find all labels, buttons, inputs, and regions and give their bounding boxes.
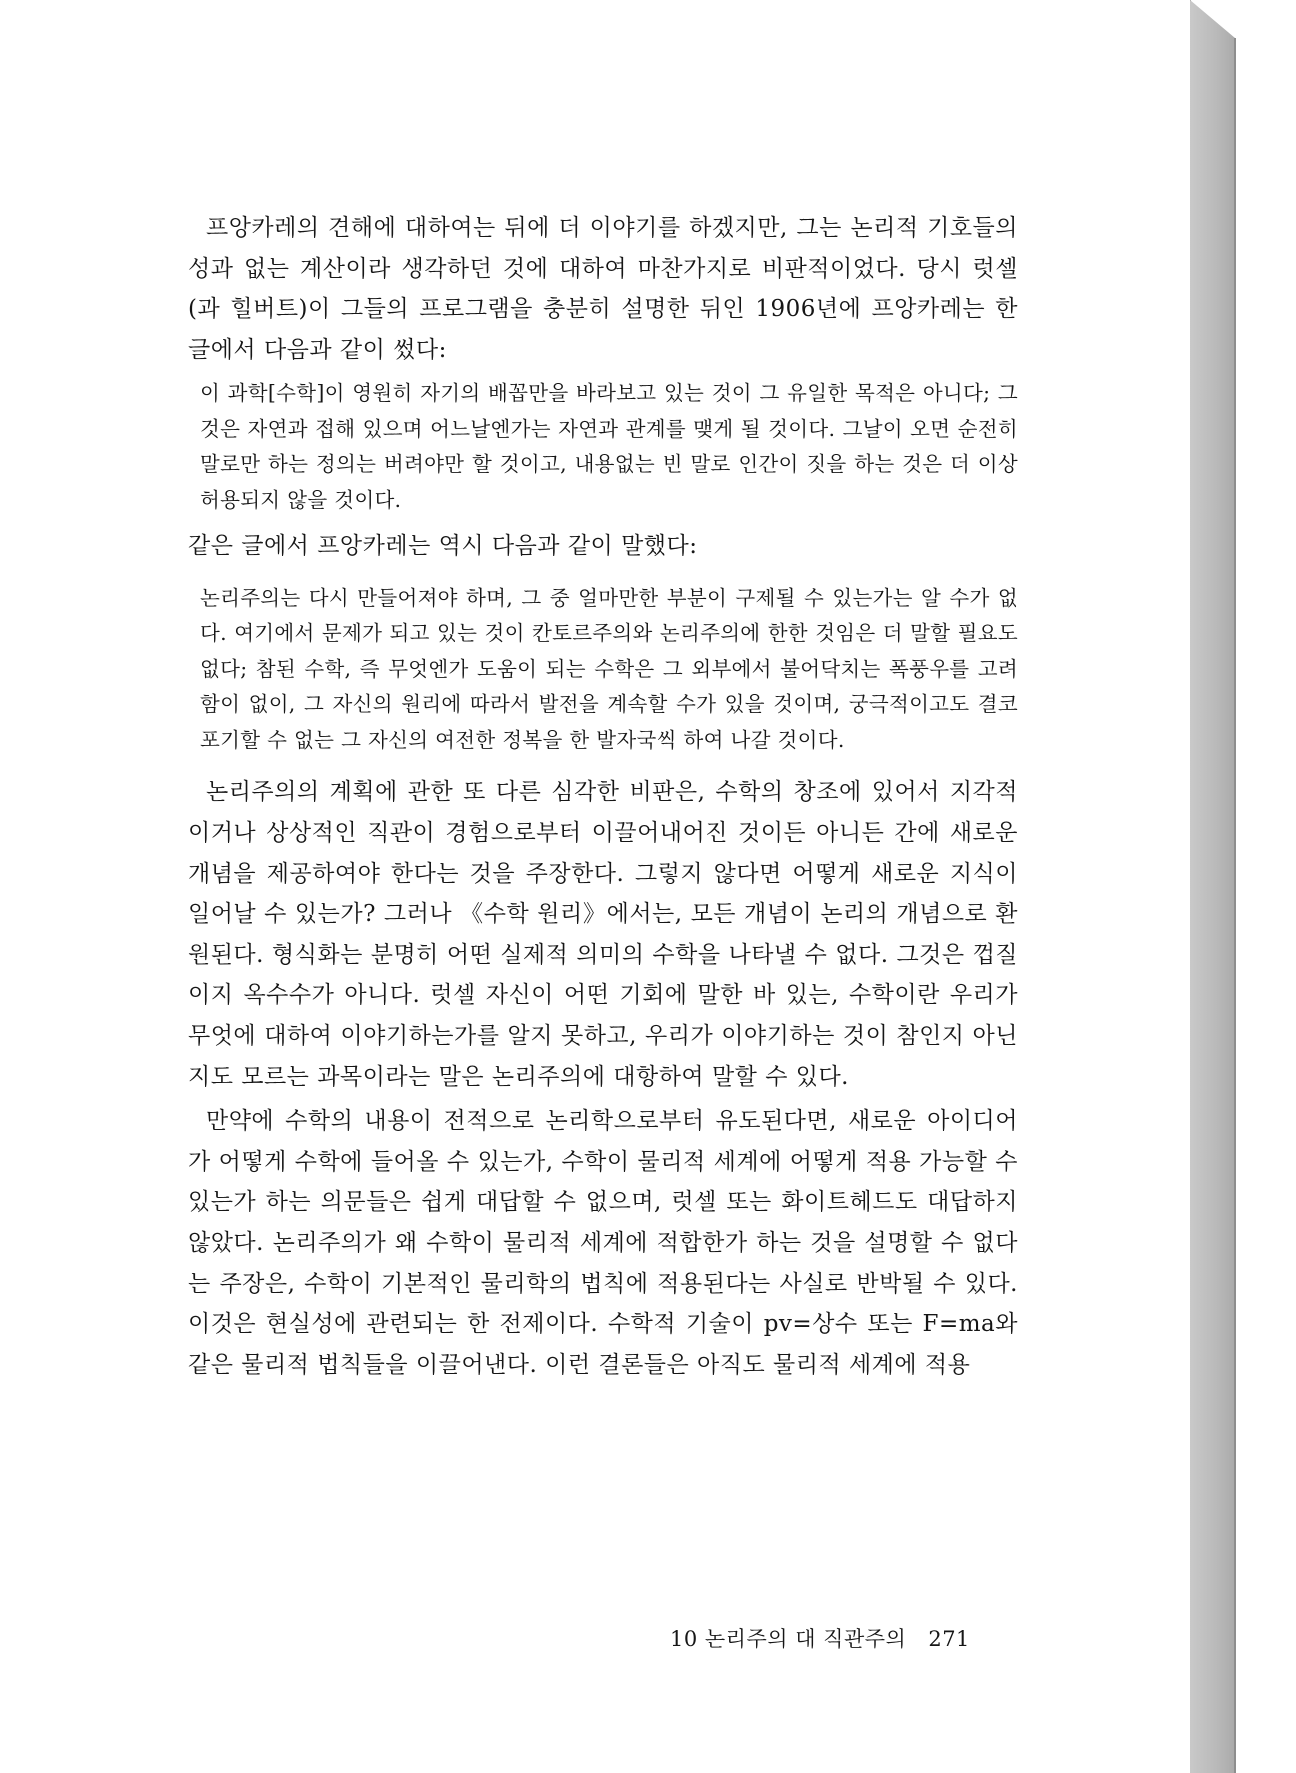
page-body <box>188 208 1018 1385</box>
block-quote-2: 논리주의는 다시 만들어져야 하며, 그 중 얼마만한 부분이 구제될 수 있는가는 알 수가 없다. 여기에서 문제가 되고 있는 것이 칸토르주의와 논리주의에 한한 것임은 더 말할 필요도 없다; 참된 수학, 즉 무엇엔가 도움이 되는 수학은 그 외부에서 불어닥치는 폭풍우를 고려함이 없이, 그 자신의 원리에 따라서 발전을 계속할 수가 있을 것이며, 궁극적이고도 결코 포기할 수 없는 그 자신의 여전한 정복을 한 발자국씩 하여 나갈 것이다. <box>200 585 1018 752</box>
paragraph-same-article: 같은 글에서 프앙카레는 역시 다음과 같이 말했다: <box>188 533 698 560</box>
book-spine-edge <box>1190 0 1235 1773</box>
block-quote-1: 이 과학[수학]이 영원히 자기의 배꼽만을 바라보고 있는 것이 그 유일한 목적은 아니다; 그것은 자연과 접해 있으며 어느날엔가는 자연과 관계를 맺게 될 것이다. 그날이 오면 순전히 말로만 하는 정의는 버려야만 할 것이고, 내용없는 빈 말로 인간이 짓을 하는 것은 더 이상 허용되지 않을 것이다. <box>200 381 1018 512</box>
page-footer <box>670 1623 970 1653</box>
paragraph-logicism-critique: 논리주의의 계획에 관한 또 다른 심각한 비판은, 수학의 창조에 있어서 지각적이거나 상상적인 직관이 경험으로부터 이끌어내어진 것이든 아니든 간에 새로운 개념을 제공하여야 한다는 것을 주장한다. 그렇지 않다면 어떻게 새로운 지식이 일어날 수 있는가? 그러나 《수학 원리》에서는, 모든 개념이 논리의 개념으로 환원된다. 형식화는 분명히 어떤 실제적 의미의 수학을 나타낼 수 없다. 그것은 껍질이지 옥수수가 아니다. 럿셀 자신이 어떤 기회에 말한 바 있는, 수학이란 우리가 무엇에 대하여 이야기하는가를 알지 못하고, 우리가 이야기하는 것이 참인지 아닌지도 모르는 과목이라는 말은 논리주의에 대항하여 말할 수 있다. <box>188 779 1018 1090</box>
paragraph-math-content: 만약에 수학의 내용이 전적으로 논리학으로부터 유도된다면, 새로운 아이디어가 어떻게 수학에 들어올 수 있는가, 수학이 물리적 세계에 어떻게 적용 가능할 수 있는가 하는 의문들은 쉽게 대답할 수 없으며, 럿셀 또는 화이트헤드도 대답하지 않았다. 논리주의가 왜 수학이 물리적 세계에 적합한가 하는 것을 설명할 수 없다는 주장은, 수학이 기본적인 물리학의 법칙에 적용된다는 사실로 반박될 수 있다. 이것은 현실성에 관련되는 한 전제이다. 수학적 기술이 pv=상수 또는 F=ma와 같은 물리적 법칙들을 이끌어낸다. 이런 결론들은 아직도 물리적 세계에 적용 <box>188 1108 1018 1378</box>
running-footer-chapter: 10 논리주의 대 직관주의 <box>670 1627 907 1651</box>
book-spine-shadow <box>1234 38 1236 1773</box>
paragraph-poincare-view: 프앙카레의 견해에 대하여는 뒤에 더 이야기를 하겠지만, 그는 논리적 기호들의 성과 없는 계산이라 생각하던 것에 대하여 마찬가지로 비판적이었다. 당시 럿셀(과 힐버트)이 그들의 프로그램을 충분히 설명한 뒤인 1906년에 프앙카레는 한 글에서 다음과 같이 썼다: <box>188 215 1018 363</box>
page-number: 271 <box>928 1627 970 1651</box>
